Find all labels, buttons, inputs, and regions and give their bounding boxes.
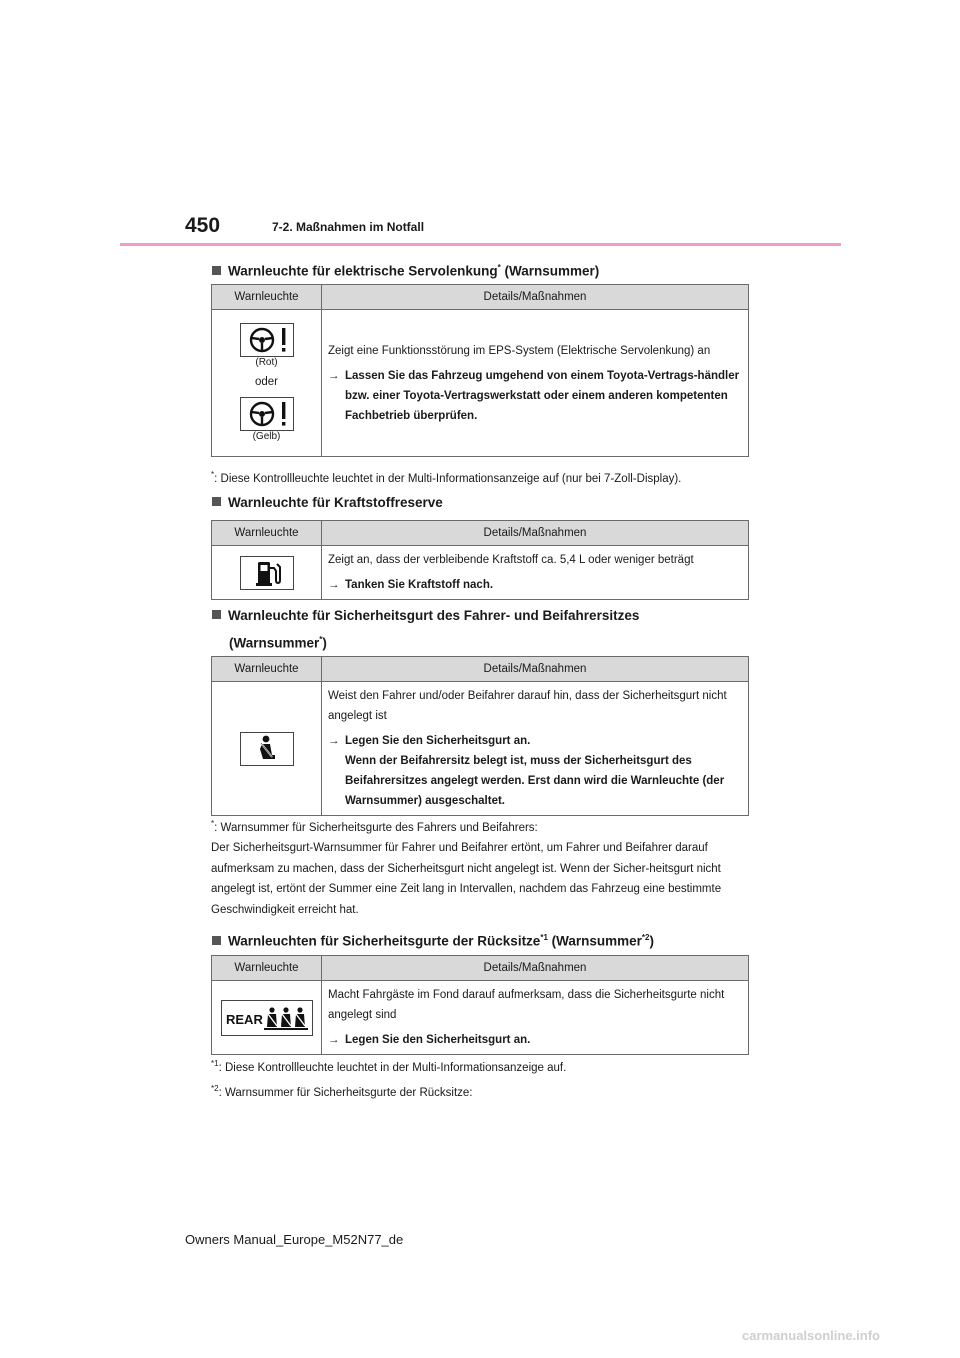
fuel-icon-cell: [212, 546, 322, 600]
fuel-heading: Warnleuchte für Kraftstoffreserve: [212, 491, 443, 515]
seatbelt-front-paragraph: Der Sicherheitsgurt-Warnsummer für Fahrer und Beifahrer ertönt, um Fahrer und Beifahrer darauf aufmerksam zu machen, dass der Sicherheitsgurt nicht angelegt ist. Wenn der Sicher-heitsgurt nicht angelegt ist, ertönt der Summer eine Zeit lang in Intervallen, nachdem das Fahrzeug eine bestimmte Geschwindigkeit erreicht hat.: [211, 842, 722, 916]
seatbelt-front-heading-line2: (Warnsummer*): [229, 635, 327, 651]
page-number: 450: [185, 214, 221, 237]
column-header-details: Details/Maßnahmen: [322, 285, 749, 310]
table-row: [212, 981, 749, 1055]
icon-label-yellow: (Gelb): [252, 431, 281, 442]
table-header-row: [212, 521, 749, 546]
seatbelt-icon: [240, 732, 294, 766]
seatbelt-front-description: Weist den Fahrer und/oder Beifahrer darauf hin, dass der Sicherheitsgurt nicht angelegt ist: [328, 690, 727, 722]
eps-footnote: *: Diese Kontrollleuchte leuchtet in der Multi-Informationsanzeige auf (nur bei 7-Zoll-Display).: [211, 470, 682, 485]
fuel-table: [211, 520, 749, 600]
column-header-details: Details/Maßnahmen: [322, 956, 749, 981]
eps-steering-warning-icon-yellow: [240, 397, 294, 431]
bullet-square-icon: [212, 936, 221, 945]
seatbelt-front-details-cell: [322, 682, 749, 816]
icon-label-red: (Rot): [255, 357, 278, 368]
icon-or-label: oder: [254, 376, 279, 388]
fuel-description: Zeigt an, dass der verbleibende Kraftstoff ca. 5,4 L oder weniger beträgt: [328, 554, 694, 566]
rear-seatbelt-icon: [221, 1000, 313, 1036]
column-header-details: Details/Maßnahmen: [322, 521, 749, 546]
arrow-icon: →: [328, 369, 340, 382]
seatbelt-front-action: → Legen Sie den Sicherheitsgurt an. Wenn der Beifahrersitz belegt ist, muss der Sicherheitsgurt des Beifahrersitzes angelegt werden. Erst dann wird die Warnleuchte (der Warnsummer) ausgeschaltet.: [328, 731, 742, 811]
seatbelt-front-table: [211, 656, 749, 816]
seatbelt-rear-footnote-1: $^{*1}$: Diese Kontrollleuchte leuchtet in der Multi-Informationsanzeige auf.: [211, 1059, 567, 1074]
seatbelt-front-icon-cell: [212, 682, 322, 816]
column-header-warnleuchte: Warnleuchte: [212, 521, 322, 546]
seatbelt-front-heading: Warnleuchte für Sicherheitsgurt des Fahrer- und Beifahrersitzes: [212, 604, 639, 628]
eps-icon-cell: [212, 310, 322, 457]
column-header-details: Details/Maßnahmen: [322, 657, 749, 682]
fuel-details-cell: [322, 546, 749, 600]
header-divider: [120, 243, 841, 246]
seatbelt-rear-action: → Legen Sie den Sicherheitsgurt an.: [328, 1030, 742, 1050]
fuel-pump-icon: [240, 556, 294, 590]
seatbelt-front-footnote: *: Warnsummer für Sicherheitsgurte des Fahrers und Beifahrers:: [211, 819, 538, 834]
column-header-warnleuchte: Warnleuchte: [212, 285, 322, 310]
eps-table: [211, 284, 749, 457]
eps-action: → Lassen Sie das Fahrzeug umgehend von einem Toyota-Vertrags-händler bzw. einer Toyota-Vertragswerkstatt oder einem anderen kompetenten Fachbetrieb überprüfen.: [328, 366, 742, 426]
arrow-icon: →: [328, 1034, 340, 1046]
table-header-row: [212, 956, 749, 981]
arrow-icon: →: [328, 735, 340, 747]
footer-manual-id: Owners Manual_Europe_M52N77_de: [185, 1232, 404, 1247]
bullet-square-icon: [212, 497, 221, 506]
bullet-square-icon: [212, 610, 221, 619]
seatbelt-rear-footnote-2: $^{*2}$: Warnsummer für Sicherheitsgurte der Rücksitze:: [211, 1084, 473, 1099]
fuel-action: → Tanken Sie Kraftstoff nach.: [328, 575, 742, 595]
seatbelt-rear-description: Macht Fahrgäste im Fond darauf aufmerksam, dass die Sicherheitsgurte nicht angelegt sind: [328, 989, 725, 1021]
seatbelt-rear-table: [211, 955, 749, 1055]
bullet-square-icon: [212, 266, 221, 275]
eps-details-cell: [322, 310, 749, 457]
seatbelt-rear-heading: Warnleuchten für Sicherheitsgurte der Rücksitze$^{*1}$ (Warnsummer$^{*2}$): [212, 926, 654, 954]
eps-steering-warning-icon-red: [240, 323, 294, 357]
eps-heading: Warnleuchte für elektrische Servolenkung* (Warnsummer): [212, 256, 599, 284]
arrow-icon: →: [328, 579, 340, 591]
table-row: [212, 546, 749, 600]
table-header-row: [212, 285, 749, 310]
table-row: [212, 310, 749, 457]
table-header-row: [212, 657, 749, 682]
table-row: [212, 682, 749, 816]
seatbelt-rear-details-cell: [322, 981, 749, 1055]
column-header-warnleuchte: Warnleuchte: [212, 956, 322, 981]
column-header-warnleuchte: Warnleuchte: [212, 657, 322, 682]
eps-description: Zeigt eine Funktionsstörung im EPS-System (Elektrische Servolenkung) an: [328, 344, 711, 357]
section-heading: 7-2. Maßnahmen im Notfall: [272, 220, 425, 234]
watermark: carmanualsonline.info: [742, 1328, 880, 1343]
seatbelt-rear-icon-cell: [212, 981, 322, 1055]
rear-icon-text: REAR: [225, 1011, 263, 1027]
